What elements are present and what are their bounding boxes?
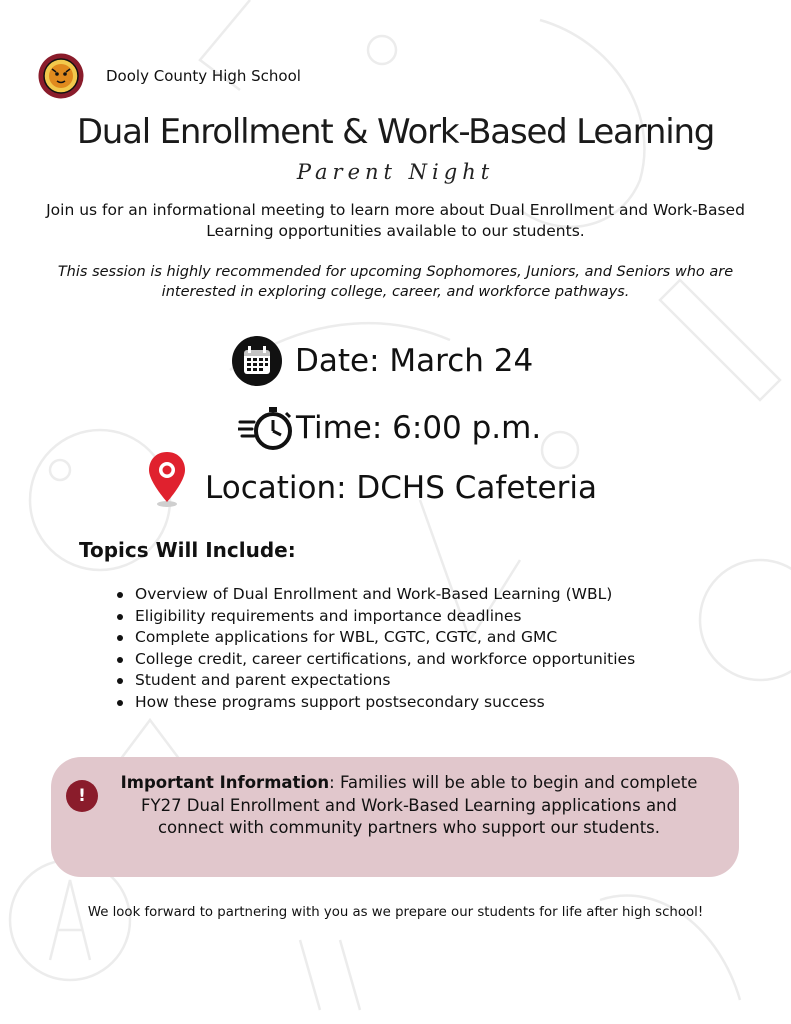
stopwatch-icon <box>238 402 290 454</box>
event-location: Location: DCHS Cafeteria <box>205 470 597 506</box>
list-item: How these programs support postsecondary success <box>114 692 635 714</box>
closing-text: We look forward to partnering with you as we prepare our students for life after high school! <box>87 905 704 920</box>
map-pin-icon <box>147 450 187 510</box>
recommendation-text: This session is highly recommended for upcoming Sophomores, Juniors, and Seniors who are interested in exploring college, career, and workforce pathways. <box>57 264 734 300</box>
event-date: Date: March 24 <box>295 343 534 379</box>
list-item: College credit, career certifications, and workforce opportunities <box>114 649 635 671</box>
topics-list <box>114 584 635 713</box>
list-item: Complete applications for WBL, CGTC, CGTC, and GMC <box>114 627 635 649</box>
important-text <box>106 772 712 840</box>
list-item: Student and parent expectations <box>114 670 635 692</box>
important-label: Important Information <box>120 773 330 792</box>
list-item: Eligibility requirements and importance deadlines <box>114 606 635 628</box>
intro-text: Join us for an informational meeting to learn more about Dual Enrollment and Work-Based Learning opportunities available to our students. <box>46 201 745 240</box>
list-item: Overview of Dual Enrollment and Work-Based Learning (WBL) <box>114 584 635 606</box>
school-logo <box>38 53 84 99</box>
page-title: Dual Enrollment & Work-Based Learning <box>76 112 715 152</box>
event-time: Time: 6:00 p.m. <box>296 410 542 446</box>
alert-icon: ! <box>66 780 98 812</box>
school-name: Dooly County High School <box>106 67 301 85</box>
important-body: : Families will be able to begin and complete FY27 Dual Enrollment and Work-Based Learning applications and connect with community partners who support our students. <box>141 773 698 837</box>
topics-heading: Topics Will Include: <box>79 538 296 562</box>
calendar-icon <box>231 335 283 387</box>
event-subtitle: Parent Night <box>296 160 495 184</box>
